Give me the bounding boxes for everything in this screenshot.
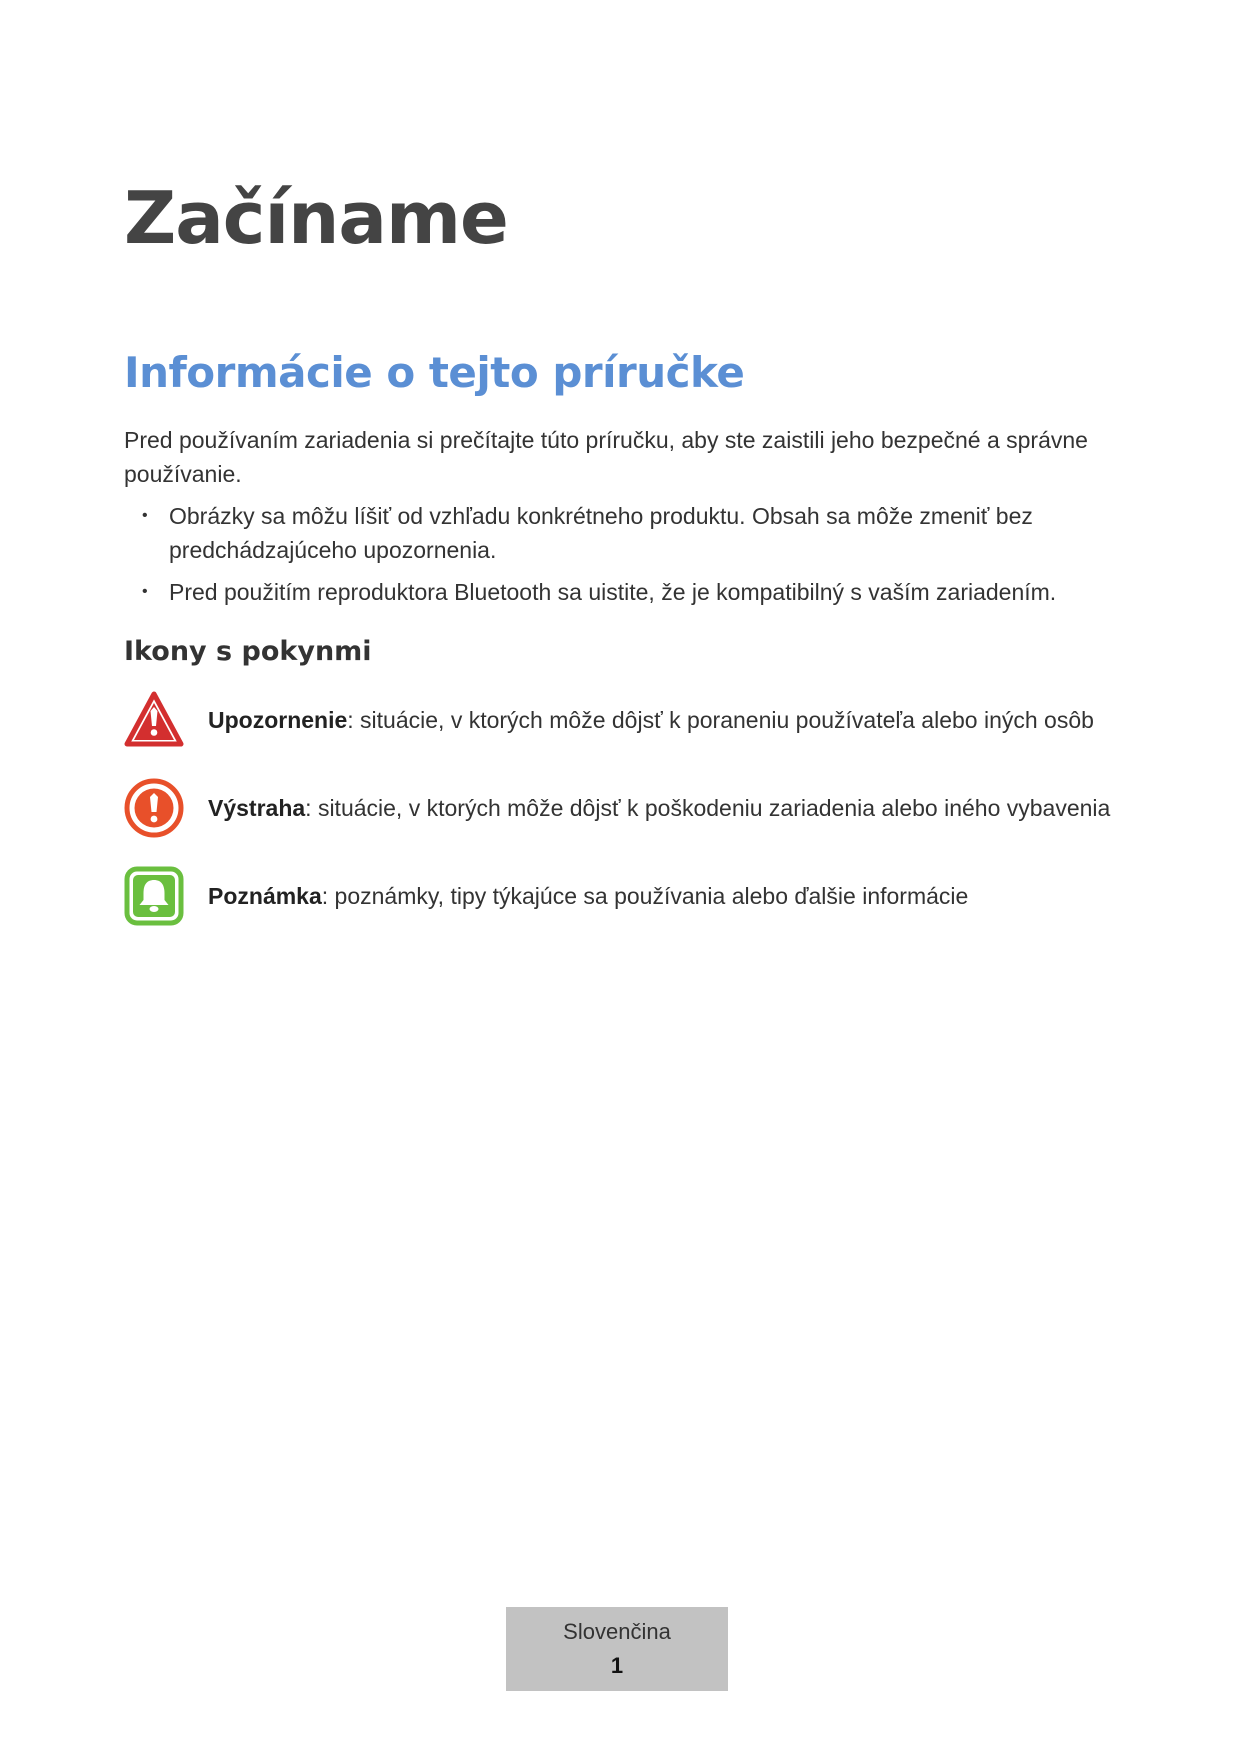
list-item <box>124 499 1124 567</box>
note-description: : poznámky, tipy týkajúce sa používania alebo ďalšie informácie <box>321 882 969 909</box>
footer-language: Slovenčina <box>563 1619 671 1644</box>
list-item-text: Obrázky sa môžu líšiť od vzhľadu konkrétneho produktu. Obsah sa môže zmeniť bez predchádzajúceho upozornenia. <box>169 503 1033 563</box>
warning-row <box>124 689 1124 751</box>
icons-heading: Ikony s pokynmi <box>124 636 372 667</box>
note-bell-icon <box>124 866 184 926</box>
page-title: Začíname <box>124 176 508 260</box>
note-text <box>208 883 968 910</box>
bullet-dot: • <box>142 507 148 524</box>
caution-term: Výstraha <box>208 794 306 821</box>
caution-row <box>124 777 1124 839</box>
list-item-text: Pred použitím reproduktora Bluetooth sa uistite, že je kompatibilný s vaším zariadením. <box>169 579 1057 605</box>
caution-text <box>208 795 1110 822</box>
page-footer <box>506 1607 728 1691</box>
warning-triangle-icon <box>124 690 184 750</box>
note-term: Poznámka <box>208 882 322 909</box>
list-item <box>124 575 1124 609</box>
bullet-dot: • <box>142 583 148 600</box>
caution-circle-icon <box>124 778 184 838</box>
section-heading: Informácie o tejto príručke <box>124 348 745 397</box>
bullet-list <box>124 499 1124 617</box>
page-number: 1 <box>610 1653 624 1678</box>
caution-description: : situácie, v ktorých môže dôjsť k poškodeniu zariadenia alebo iného vybavenia <box>305 794 1111 821</box>
note-row <box>124 865 1124 927</box>
warning-description: : situácie, v ktorých môže dôjsť k poraneniu používateľa alebo iných osôb <box>347 706 1094 733</box>
intro-paragraph: Pred používaním zariadenia si prečítajte túto príručku, aby ste zaistili jeho bezpečné a správne používanie. <box>124 427 1088 487</box>
warning-text <box>208 707 1094 734</box>
warning-term: Upozornenie <box>208 706 348 733</box>
